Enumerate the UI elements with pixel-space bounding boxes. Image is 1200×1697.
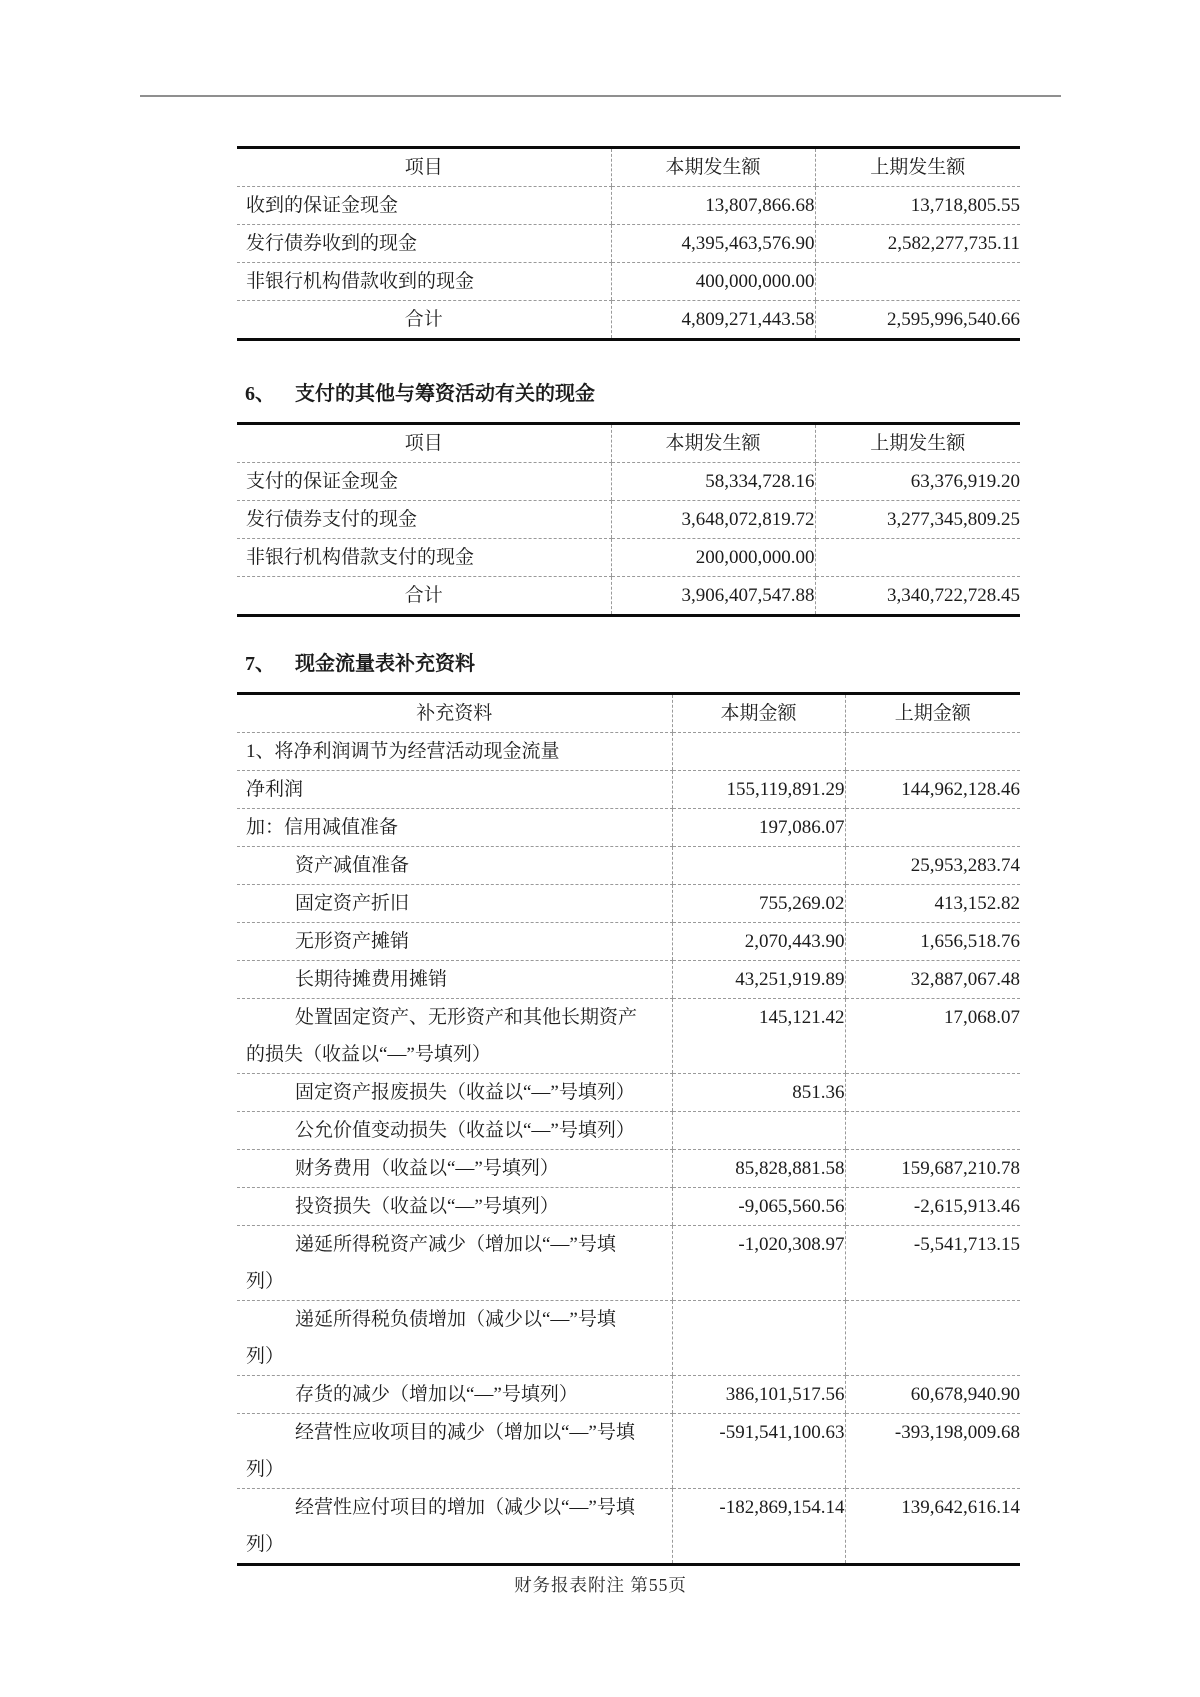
row-label-cell (237, 501, 611, 539)
row-label: 非银行机构借款支付的现金 (246, 547, 475, 568)
table-row (237, 1414, 1020, 1489)
section-6-title: 支付的其他与筹资活动有关的现金 (295, 383, 595, 405)
prior-amount-cell: 139,642,616.14 (845, 1489, 1020, 1565)
row-label-cell (237, 923, 672, 961)
current-amount-cell: 85,828,881.58 (672, 1150, 845, 1188)
row-label-cell (237, 1376, 672, 1414)
row-label: 支付的保证金现金 (246, 471, 399, 492)
row-label: 财务费用（收益以“—”号填列） (295, 1158, 559, 1179)
current-amount-cell: 200,000,000.00 (611, 539, 815, 577)
row-label: 经营性应收项目的减少（增加以“—”号填 (295, 1422, 635, 1443)
prior-amount-cell: 25,953,283.74 (845, 847, 1020, 885)
table-row (237, 1489, 1020, 1565)
prior-amount-cell (815, 539, 1020, 577)
table-row (237, 733, 1020, 771)
prior-amount-cell (845, 733, 1020, 771)
table-header-row (237, 694, 1020, 733)
row-label-continued: 列） (246, 1346, 285, 1367)
current-amount-cell: 4,395,463,576.90 (611, 225, 815, 263)
prior-amount-cell: 413,152.82 (845, 885, 1020, 923)
row-label: 发行债券支付的现金 (246, 509, 418, 530)
table-row (237, 577, 1020, 616)
section-7-number: 7、 (245, 653, 275, 675)
table-row (237, 771, 1020, 809)
current-amount-cell: 755,269.02 (672, 885, 845, 923)
column-header: 本期金额 (672, 694, 845, 733)
row-label-continued: 列） (246, 1271, 285, 1292)
column-header: 本期发生额 (611, 424, 815, 463)
prior-amount-cell: 32,887,067.48 (845, 961, 1020, 999)
column-header: 本期发生额 (611, 148, 815, 187)
row-label-continued: 列） (246, 1459, 285, 1480)
prior-amount-cell: 17,068.07 (845, 999, 1020, 1074)
row-label: 发行债券收到的现金 (246, 233, 418, 254)
prior-amount-cell: 2,595,996,540.66 (815, 301, 1020, 340)
row-label-cell (237, 1074, 672, 1112)
current-amount-cell: 58,334,728.16 (611, 463, 815, 501)
row-label: 处置固定资产、无形资产和其他长期资产 (295, 1007, 638, 1028)
current-amount-cell: 43,251,919.89 (672, 961, 845, 999)
other-financing-cash-paid-table (237, 422, 1020, 617)
row-label: 递延所得税资产减少（增加以“—”号填 (295, 1234, 616, 1255)
prior-amount-cell (845, 1074, 1020, 1112)
table-header-row (237, 424, 1020, 463)
table-row (237, 1226, 1020, 1301)
row-label: 加：信用减值准备 (246, 817, 399, 838)
row-label: 固定资产报废损失（收益以“—”号填列） (295, 1082, 635, 1103)
current-amount-cell: 155,119,891.29 (672, 771, 845, 809)
prior-amount-cell (845, 1112, 1020, 1150)
current-amount-cell: 400,000,000.00 (611, 263, 815, 301)
column-header: 上期发生额 (815, 424, 1020, 463)
row-label-cell (237, 847, 672, 885)
section-7-title: 现金流量表补充资料 (295, 653, 475, 675)
prior-amount-cell: 60,678,940.90 (845, 1376, 1020, 1414)
table-row (237, 1150, 1020, 1188)
table-row (237, 885, 1020, 923)
prior-amount-cell (815, 263, 1020, 301)
column-header: 项目 (237, 148, 611, 187)
other-financing-cash-received-table (237, 146, 1020, 341)
prior-amount-cell: -393,198,009.68 (845, 1414, 1020, 1489)
row-label-cell (237, 539, 611, 577)
prior-amount-cell: 3,277,345,809.25 (815, 501, 1020, 539)
table-row (237, 923, 1020, 961)
row-label-cell (237, 463, 611, 501)
current-amount-cell: -9,065,560.56 (672, 1188, 845, 1226)
row-label: 收到的保证金现金 (246, 195, 399, 216)
column-header: 补充资料 (237, 694, 672, 733)
current-amount-cell (672, 1301, 845, 1376)
row-label-cell (237, 1112, 672, 1150)
row-label: 1、将净利润调节为经营活动现金流量 (246, 741, 560, 762)
current-amount-cell: 851.36 (672, 1074, 845, 1112)
table-row (237, 961, 1020, 999)
current-amount-cell: 13,807,866.68 (611, 187, 815, 225)
current-amount-cell (672, 1112, 845, 1150)
row-label-cell (237, 733, 672, 771)
current-amount-cell: 386,101,517.56 (672, 1376, 845, 1414)
table-row (237, 809, 1020, 847)
row-label-cell (237, 961, 672, 999)
table-row (237, 999, 1020, 1074)
row-label: 净利润 (246, 779, 304, 800)
prior-amount-cell: 63,376,919.20 (815, 463, 1020, 501)
column-header: 上期发生额 (815, 148, 1020, 187)
current-amount-cell: -591,541,100.63 (672, 1414, 845, 1489)
table-row (237, 1301, 1020, 1376)
row-label-continued: 的损失（收益以“—”号填列） (246, 1044, 491, 1065)
table-row (237, 187, 1020, 225)
table-row (237, 501, 1020, 539)
row-label-cell (237, 225, 611, 263)
row-label-cell (237, 885, 672, 923)
column-header: 上期金额 (845, 694, 1020, 733)
table-row (237, 1376, 1020, 1414)
table-row (237, 1188, 1020, 1226)
row-label: 合计 (404, 585, 443, 606)
row-label: 投资损失（收益以“—”号填列） (295, 1196, 559, 1217)
current-amount-cell: 3,648,072,819.72 (611, 501, 815, 539)
current-amount-cell (672, 733, 845, 771)
row-label: 存货的减少（增加以“—”号填列） (295, 1384, 578, 1405)
row-label: 无形资产摊销 (295, 931, 410, 952)
row-label-cell (237, 1301, 672, 1376)
row-label-cell (237, 999, 672, 1074)
row-label-cell (237, 809, 672, 847)
current-amount-cell: 197,086.07 (672, 809, 845, 847)
row-label-cell (237, 301, 611, 340)
table-row (237, 301, 1020, 340)
current-amount-cell (672, 847, 845, 885)
row-label: 资产减值准备 (295, 855, 410, 876)
row-label-cell (237, 1414, 672, 1489)
prior-amount-cell: 144,962,128.46 (845, 771, 1020, 809)
prior-amount-cell (845, 1301, 1020, 1376)
row-label: 合计 (404, 309, 443, 330)
current-amount-cell: -182,869,154.14 (672, 1489, 845, 1565)
row-label-cell (237, 1226, 672, 1301)
row-label: 经营性应付项目的增加（减少以“—”号填 (295, 1497, 635, 1518)
prior-amount-cell: 1,656,518.76 (845, 923, 1020, 961)
row-label-cell (237, 1150, 672, 1188)
table-row (237, 463, 1020, 501)
column-header: 项目 (237, 424, 611, 463)
section-6-heading (237, 381, 1020, 408)
table-header-row (237, 148, 1020, 187)
section-7-heading (237, 651, 1020, 678)
current-amount-cell: 2,070,443.90 (672, 923, 845, 961)
section-6-number: 6、 (245, 383, 275, 405)
table-row (237, 847, 1020, 885)
table-row (237, 539, 1020, 577)
current-amount-cell: -1,020,308.97 (672, 1226, 845, 1301)
prior-amount-cell: 159,687,210.78 (845, 1150, 1020, 1188)
row-label-cell (237, 771, 672, 809)
prior-amount-cell: -2,615,913.46 (845, 1188, 1020, 1226)
page-header-rule (140, 95, 1061, 97)
row-label-cell (237, 1489, 672, 1565)
row-label: 递延所得税负债增加（减少以“—”号填 (295, 1309, 616, 1330)
current-amount-cell: 4,809,271,443.58 (611, 301, 815, 340)
prior-amount-cell (845, 809, 1020, 847)
current-amount-cell: 3,906,407,547.88 (611, 577, 815, 616)
row-label: 长期待摊费用摊销 (295, 969, 448, 990)
page-footer: 财务报表附注 第55页 (514, 1575, 687, 1595)
row-label: 公允价值变动损失（收益以“—”号填列） (295, 1120, 635, 1141)
prior-amount-cell: 3,340,722,728.45 (815, 577, 1020, 616)
current-amount-cell: 145,121.42 (672, 999, 845, 1074)
table-row (237, 1074, 1020, 1112)
cash-flow-supplement-table (237, 692, 1020, 1566)
table-row (237, 1112, 1020, 1150)
row-label-cell (237, 1188, 672, 1226)
row-label-cell (237, 187, 611, 225)
row-label-cell (237, 577, 611, 616)
prior-amount-cell: 13,718,805.55 (815, 187, 1020, 225)
row-label: 固定资产折旧 (295, 893, 410, 914)
table-row (237, 225, 1020, 263)
row-label-cell (237, 263, 611, 301)
prior-amount-cell: -5,541,713.15 (845, 1226, 1020, 1301)
prior-amount-cell: 2,582,277,735.11 (815, 225, 1020, 263)
row-label-continued: 列） (246, 1534, 285, 1555)
row-label: 非银行机构借款收到的现金 (246, 271, 475, 292)
table-row (237, 263, 1020, 301)
page-content (237, 146, 1020, 1566)
